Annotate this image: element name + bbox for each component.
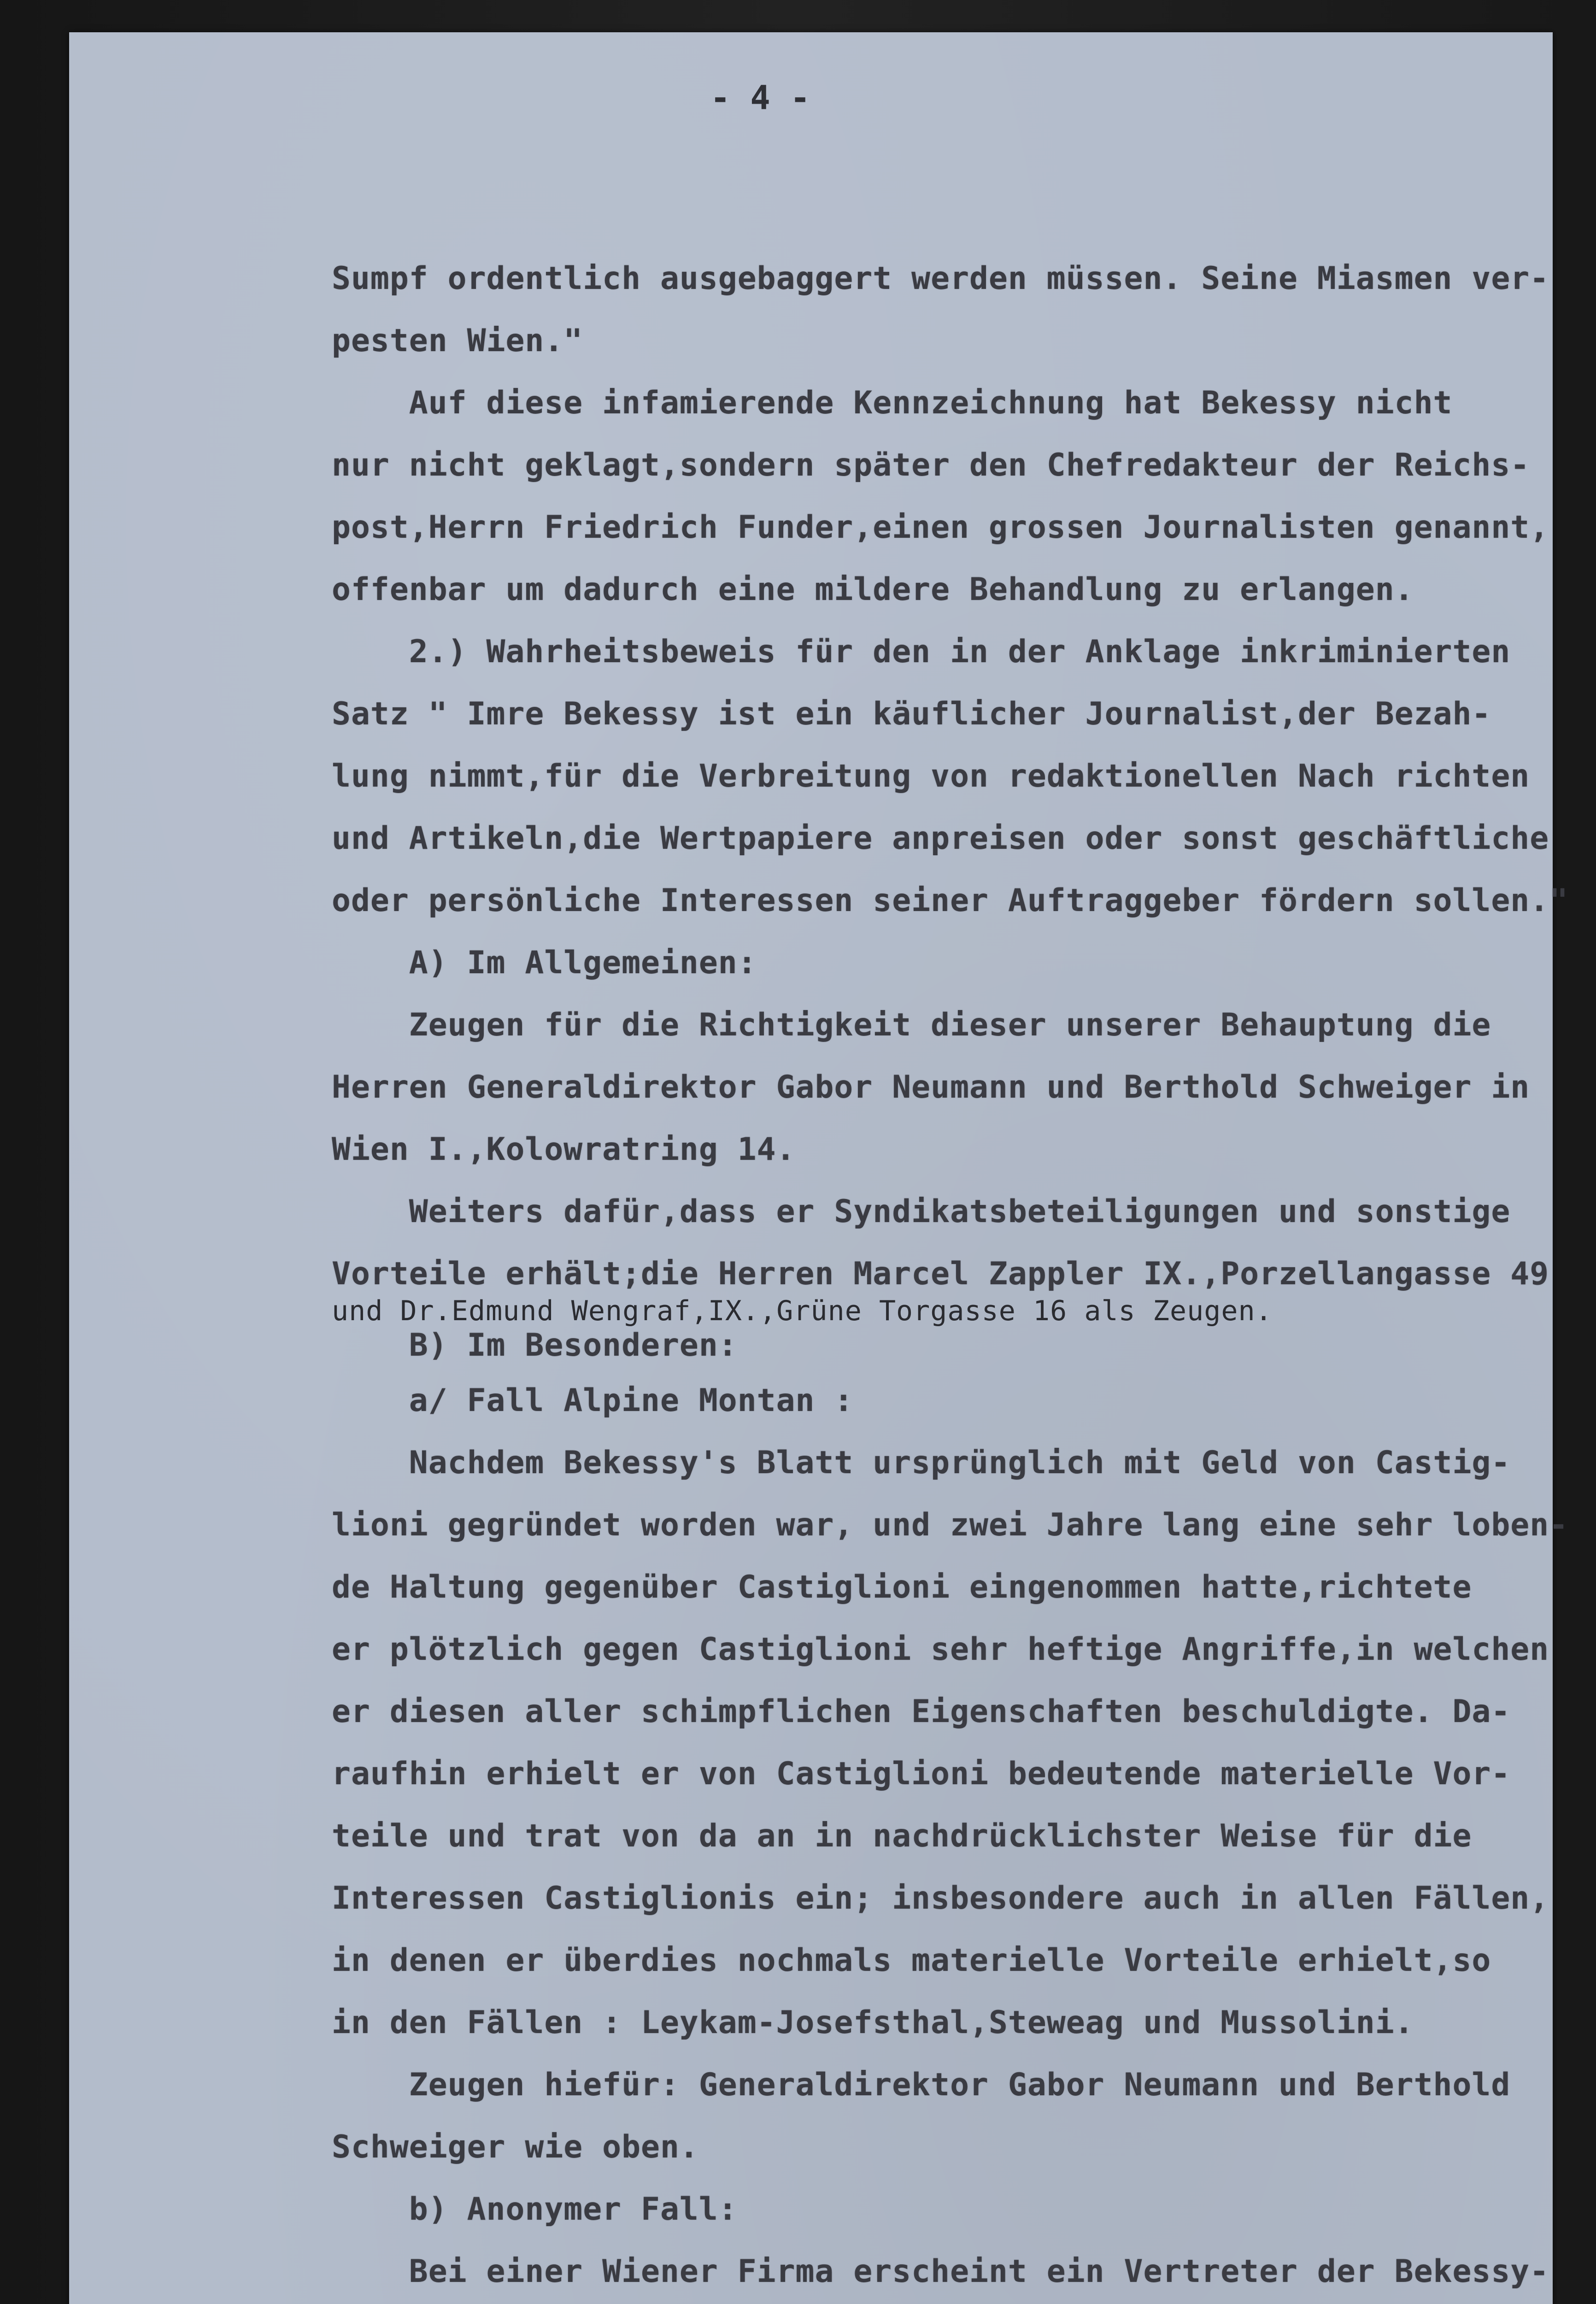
text-line: oder persönliche Interessen seiner Auftraggeber fördern sollen.": [332, 882, 1569, 919]
case-heading: b) Anonymer Fall:: [332, 2191, 738, 2228]
text-line: er diesen aller schimpflichen Eigenschaften beschuldigte. Da-: [332, 1693, 1511, 1730]
text-line: Schweiger wie oben.: [332, 2129, 699, 2165]
text-line: nur nicht geklagt,sondern später den Chefredakteur der Reichs-: [332, 447, 1530, 483]
text-line: Interessen Castiglionis ein; insbesondere auch in allen Fällen,: [332, 1880, 1549, 1916]
text-line: Zeugen hiefür: Generaldirektor Gabor Neumann und Berthold: [332, 2067, 1511, 2103]
text-line: post,Herrn Friedrich Funder,einen grossen Journalisten genannt,: [332, 509, 1549, 546]
text-line: lung nimmt,für die Verbreitung von redaktionellen Nach richten: [332, 758, 1530, 794]
text-line: Vorteile erhält;die Herren Marcel Zappler IX.,Porzellangasse 49: [332, 1256, 1549, 1292]
text-line: pesten Wien.": [332, 323, 583, 359]
text-line: teile und trat von da an in nachdrücklichster Weise für die: [332, 1818, 1472, 1854]
text-line: in denen er überdies nochmals materielle Vorteile erhielt,so: [332, 1942, 1491, 1979]
section-heading: A) Im Allgemeinen:: [332, 945, 757, 981]
case-heading: a/ Fall Alpine Montan :: [332, 1382, 854, 1419]
text-line: lioni gegründet worden war, und zwei Jahre lang eine sehr loben-: [332, 1507, 1569, 1543]
text-line: Wien I.,Kolowratring 14.: [332, 1131, 796, 1168]
text-line: raufhin erhielt er von Castiglioni bedeutende materielle Vor-: [332, 1756, 1511, 1792]
text-line: Bei einer Wiener Firma erscheint ein Vertreter der Bekessy-: [332, 2253, 1549, 2290]
text-line: Satz " Imre Bekessy ist ein käuflicher Journalist,der Bezah-: [332, 696, 1491, 732]
page-number: - 4 -: [710, 78, 810, 117]
text-line: de Haltung gegenüber Castiglioni eingenommen hatte,richtete: [332, 1569, 1472, 1605]
text-line: Sumpf ordentlich ausgebaggert werden müssen. Seine Miasmen ver-: [332, 260, 1549, 297]
text-line: Weiters dafür,dass er Syndikatsbeteiligungen und sonstige: [332, 1193, 1511, 1230]
text-line: Zeugen für die Richtigkeit dieser unserer Behauptung die: [332, 1007, 1491, 1043]
text-line: Herren Generaldirektor Gabor Neumann und Berthold Schweiger in: [332, 1069, 1530, 1105]
text-line: 2.) Wahrheitsbeweis für den in der Anklage inkriminierten: [332, 634, 1511, 670]
text-line: Auf diese infamierende Kennzeichnung hat Bekessy nicht: [332, 385, 1453, 421]
section-heading: B) Im Besonderen:: [332, 1327, 738, 1364]
text-line: er plötzlich gegen Castiglioni sehr heftige Angriffe,in welchen: [332, 1631, 1549, 1668]
text-line: offenbar um dadurch eine mildere Behandlung zu erlangen.: [332, 571, 1414, 608]
text-line: Nachdem Bekessy's Blatt ursprünglich mit Geld von Castig-: [332, 1445, 1511, 1481]
text-line-insert: und Dr.Edmund Wengraf,IX.,Grüne Torgasse 16 als Zeugen.: [332, 1295, 1273, 1327]
text-line: und Artikeln,die Wertpapiere anpreisen oder sonst geschäftliche: [332, 820, 1549, 857]
text-line: in den Fällen : Leykam-Josefsthal,Steweag und Mussolini.: [332, 2004, 1414, 2041]
